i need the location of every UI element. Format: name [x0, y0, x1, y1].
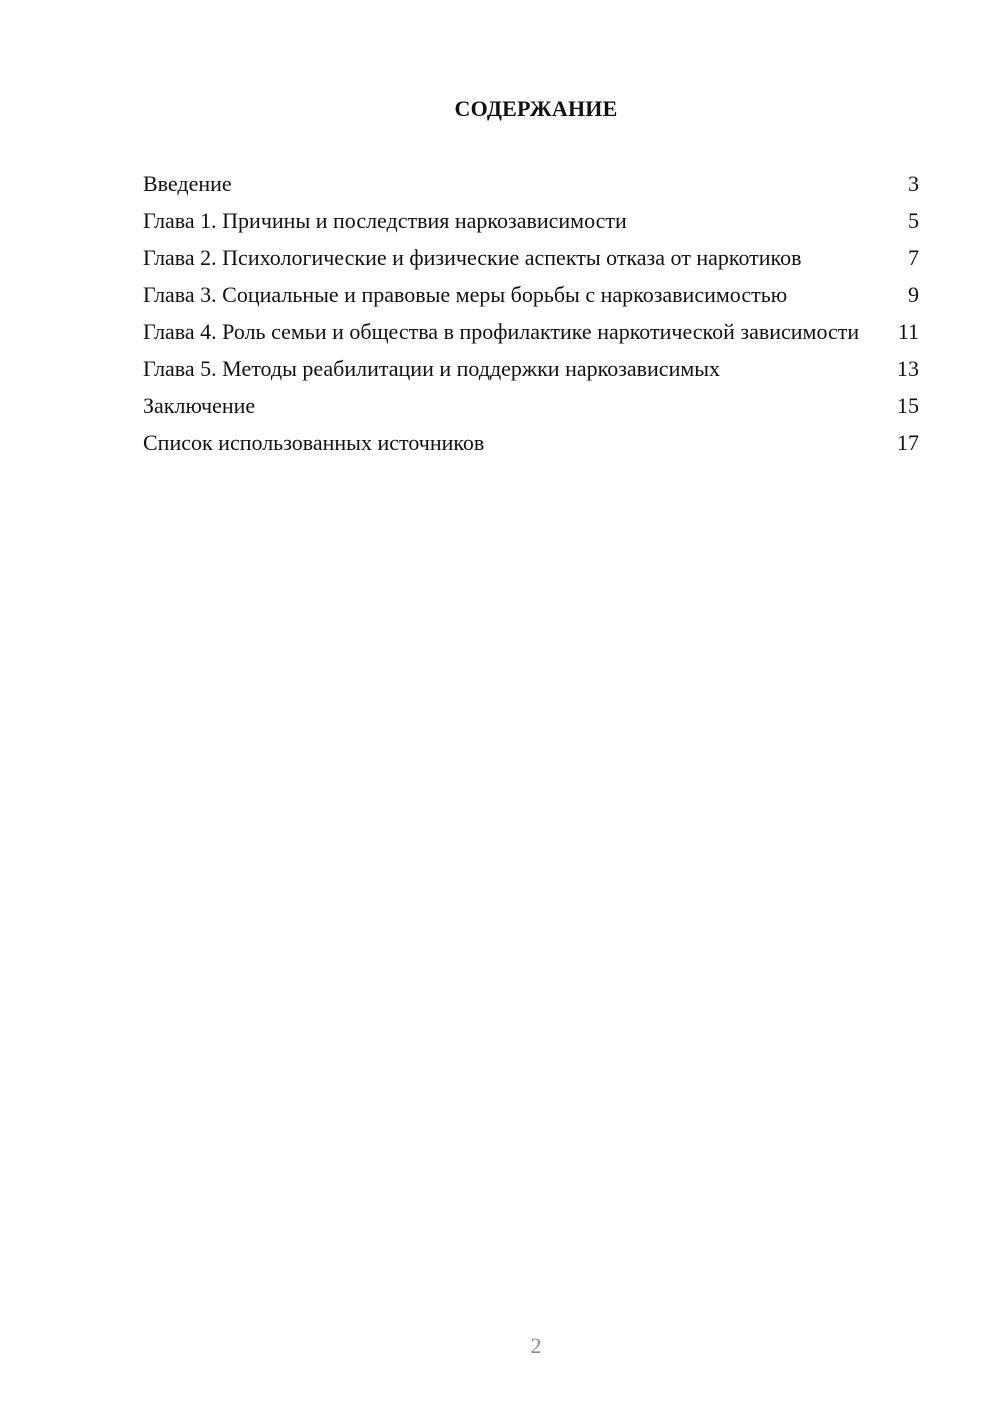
toc-entry-chapter-5 [143, 355, 919, 382]
toc-entry-page: 13 [897, 356, 919, 381]
toc-entry-text: Список использованных источников [143, 430, 485, 455]
toc-entry-page: 11 [897, 319, 919, 344]
toc-entry-text: Глава 5. Методы реабилитации и поддержки наркозависимых [143, 356, 721, 381]
toc-entry-text: Введение [143, 171, 232, 196]
toc-entry-text: Глава 2. Психологические и физические аспекты отказа от наркотиков [143, 245, 802, 270]
toc-entry-text: Заключение [143, 393, 256, 418]
toc-entry-page: 7 [908, 245, 919, 270]
toc-entry-page: 3 [908, 171, 919, 196]
toc-entry-references [143, 429, 919, 456]
table-of-contents [143, 170, 919, 466]
toc-title: СОДЕРЖАНИЕ [454, 96, 618, 121]
page-number: 2 [530, 1333, 542, 1358]
toc-entry-page: 5 [908, 208, 919, 233]
toc-entry-page: 15 [897, 393, 919, 418]
toc-entry-text: Глава 3. Социальные и правовые меры борьбы с наркозависимостью [143, 282, 788, 307]
toc-entry-page: 17 [897, 430, 919, 455]
toc-entry-chapter-4 [143, 318, 919, 345]
toc-entry-conclusion [143, 392, 919, 419]
toc-entry-page: 9 [908, 282, 919, 307]
toc-entry-introduction [143, 170, 919, 197]
toc-entry-chapter-2 [143, 244, 919, 271]
toc-entry-chapter-3 [143, 281, 919, 308]
toc-entry-text: Глава 4. Роль семьи и общества в профилактике наркотической зависимости [143, 319, 860, 344]
toc-entry-text: Глава 1. Причины и последствия наркозависимости [143, 208, 627, 233]
toc-entry-chapter-1 [143, 207, 919, 234]
